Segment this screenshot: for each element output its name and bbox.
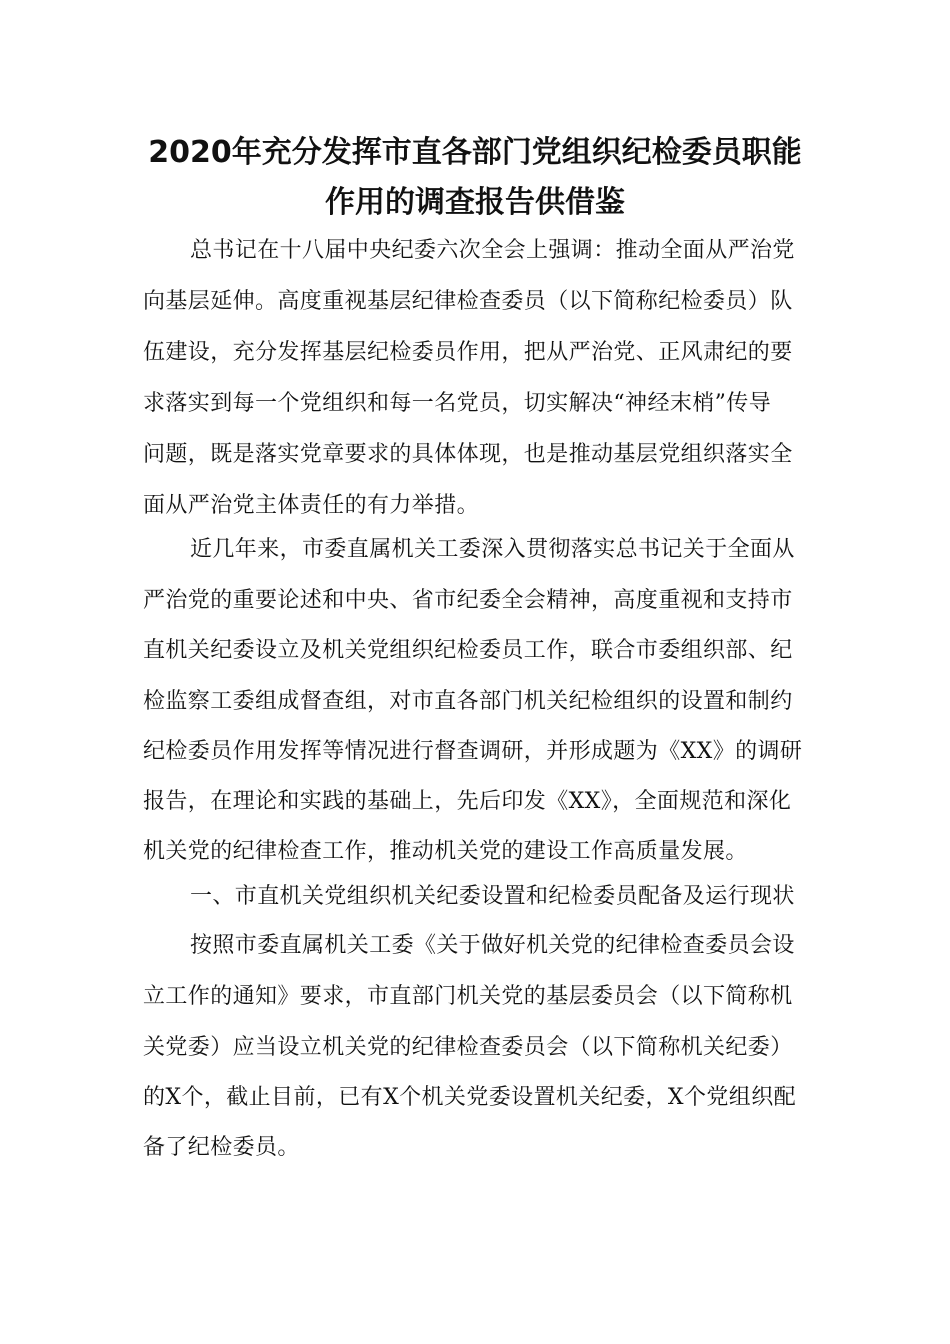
- paragraph-1-line: 总书记在十八届中央纪委六次全会上强调：推动全面从严治党: [190, 238, 795, 263]
- paragraph-4-line: 备了纪检委员。: [143, 1135, 300, 1160]
- paragraph-2-line: 直机关纪委设立及机关党组织纪检委员工作，联合市委组织部、纪: [143, 638, 793, 663]
- paragraph-2-line: 纪检委员作用发挥等情况进行督查调研，并形成题为《XX》的调研: [143, 739, 803, 764]
- paragraph-2-line: 严治党的重要论述和中央、省市纪委全会精神，高度重视和支持市: [143, 588, 793, 613]
- paragraph-4-line: 的X个，截止目前，已有X个机关党委设置机关纪委，X个党组织配: [143, 1085, 796, 1110]
- section-heading: 一、市直机关党组织机关纪委设置和纪检委员配备及运行现状: [190, 884, 795, 909]
- paragraph-1-line: 向基层延伸。高度重视基层纪律检查委员（以下简称纪检委员）队: [143, 289, 793, 314]
- title-line-1: 2020年充分发挥市直各部门党组织纪检委员职能: [148, 135, 802, 170]
- paragraph-2-line: 近几年来，市委直属机关工委深入贯彻落实总书记关于全面从: [190, 537, 795, 562]
- paragraph-1-line: 问题，既是落实党章要求的具体体现，也是推动基层党组织落实全: [143, 442, 793, 467]
- paragraph-4-line: 关党委）应当设立机关党的纪律检查委员会（以下简称机关纪委）: [143, 1035, 793, 1060]
- paragraph-1-line: 求落实到每一个党组织和每一名党员，切实解决“神经末梢”传导: [143, 391, 772, 416]
- paragraph-4-line: 立工作的通知》要求，市直部门机关党的基层委员会（以下简称机: [143, 984, 793, 1009]
- paragraph-2-line: 报告，在理论和实践的基础上，先后印发《XX》，全面规范和深化: [143, 789, 792, 814]
- paragraph-2-line: 机关党的纪律检查工作，推动机关党的建设工作高质量发展。: [143, 839, 748, 864]
- document-title: [140, 128, 810, 228]
- paragraph-1-line: 伍建设，充分发挥基层纪检委员作用，把从严治党、正风肃纪的要: [143, 340, 793, 365]
- paragraph-1-line: 面从严治党主体责任的有力举措。: [143, 493, 480, 518]
- title-line-2: 作用的调查报告供借鉴: [325, 185, 625, 220]
- paragraph-4-line: 按照市委直属机关工委《关于做好机关党的纪律检查委员会设: [190, 933, 795, 958]
- paragraph-2-line: 检监察工委组成督查组，对市直各部门机关纪检组织的设置和制约: [143, 689, 793, 714]
